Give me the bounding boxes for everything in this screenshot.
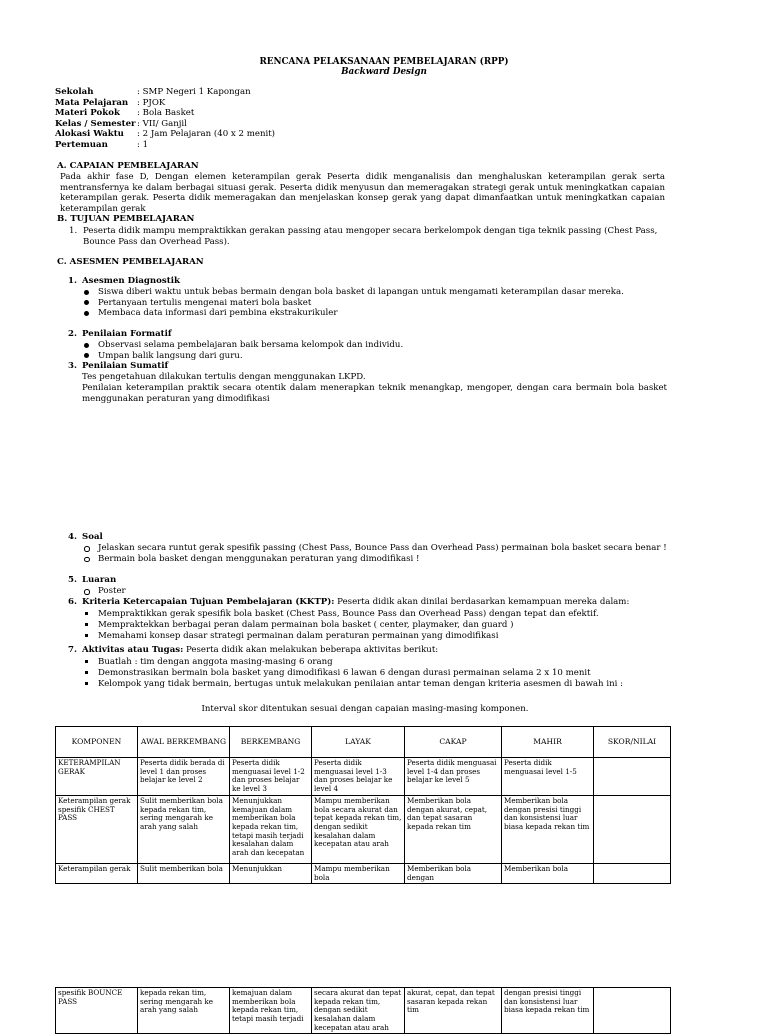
diagnostic-heading [68, 276, 180, 287]
table-cell: Sulit memberikan bola kepada rekan tim, sering mengarah ke arah yang salah [138, 796, 230, 864]
info-value: : Bola Basket [137, 108, 195, 119]
soal-heading [68, 532, 103, 543]
table-cell [594, 796, 671, 864]
header-cell: BERKEMBANG [230, 727, 312, 758]
diagnostic-title: Asesmen Diagnostik [82, 276, 180, 286]
rubric-table-continued [55, 987, 671, 1034]
formative-heading [68, 329, 172, 340]
table-cell: KETERAMPILAN GERAK [56, 758, 138, 796]
header-cell: LAYAK [312, 727, 405, 758]
diagnostic-number: 1. [68, 276, 77, 286]
list-item: Mempraktekkan berbagai peran dalam permainan bola basket ( center, playmaker, dan guard ) [82, 620, 672, 631]
info-label: Sekolah [55, 87, 94, 97]
table-cell: akurat, cepat, dan tepat sasaran kepada rekan tim [405, 988, 502, 1034]
info-row [55, 129, 455, 140]
table-cell: Peserta didik menguasai level 1-2 dan proses belajar ke level 3 [230, 758, 312, 796]
kktp-title: Kriteria Ketercapaian Tujuan Pembelajaran (KKTP): [82, 597, 335, 607]
table-cell: kepada rekan tim, sering mengarah ke arah yang salah [138, 988, 230, 1034]
header-cell: SKOR/NILAI [594, 727, 671, 758]
header-cell: KOMPONEN [56, 727, 138, 758]
table-cell: spesifik BOUNCE PASS [56, 988, 138, 1034]
info-row [55, 108, 455, 119]
rubric-table [55, 726, 671, 884]
table-cell: Menunjukkan kemajuan dalam memberikan bola kepada rekan tim, tetapi masih terjadi kesalahan dalam arah dan kecepatan [230, 796, 312, 864]
list-item: Membaca data informasi dari pembina ekstrakurikuler [82, 308, 672, 319]
interval-note: Interval skor ditentukan sesuai dengan capaian masing-masing komponen. [201, 704, 529, 714]
info-row [55, 87, 455, 98]
table-cell: dengan presisi tinggi dan konsistensi luar biasa kepada rekan tim [502, 988, 594, 1034]
table-cell: Sulit memberikan bola [138, 864, 230, 884]
aktivitas-number: 7. [68, 645, 77, 655]
table-cell: Peserta didik menguasai level 1-4 dan proses belajar ke level 5 [405, 758, 502, 796]
formative-number: 2. [68, 329, 77, 339]
table-cell: Peserta didik menguasai level 1-3 dan proses belajar ke level 4 [312, 758, 405, 796]
info-value: : VII/ Ganjil [137, 118, 187, 129]
list-item: Mempraktikkan gerak spesifik bola basket (Chest Pass, Bounce Pass dan Overhead Pass) dengan tepat dan efektif. [82, 609, 672, 620]
info-value: : PJOK [137, 97, 166, 108]
document-subtitle: Backward Design [341, 67, 427, 77]
diagnostic-list [82, 287, 672, 319]
section-a-text: Pada akhir fase D, Dengan elemen keterampilan gerak Peserta didik menganalisis dan menghaluskan keterampilan gerak serta mentransfernya ke dalam berbagai situasi gerak. Peserta didik menyusun dan memeragakan strategi gerak untuk meningkatkan capaian keterampilan gerak. Peserta didik memeragakan dan menjelaskan konsep gerak yang dapat dimanfaatkan untuk meningkatkan capaian keterampilan gerak [60, 172, 665, 215]
table-cell: Memberikan bola [502, 864, 594, 884]
luaran-list [82, 586, 672, 597]
table-cell: Peserta didik menguasai level 1-5 [502, 758, 594, 796]
list-item: Jelaskan secara runtut gerak spesifik passing (Chest Pass, Bounce Pass dan Overhead Pass) permainan bola basket secara benar ! [82, 543, 672, 554]
info-label: Materi Pokok [55, 108, 120, 119]
info-value: : 1 [137, 139, 149, 150]
table-cell: Mampu memberikan bola [312, 864, 405, 884]
table-cell: Menunjukkan [230, 864, 312, 884]
info-label: Alokasi Waktu [55, 129, 124, 140]
soal-number: 4. [68, 532, 77, 542]
table-row [56, 758, 671, 796]
aktivitas-title: Aktivitas atau Tugas: [82, 645, 184, 655]
list-item: Buatlah : tim dengan anggota masing-masing 6 orang [82, 657, 672, 668]
table-row [56, 796, 671, 864]
summative-line-2: Penilaian keterampilan praktik secara otentik dalam menerapkan teknik menangkap, mengoper, dengan cara bermain bola basket menggunakan peraturan yang dimodifikasi [82, 383, 667, 404]
table-cell: Keterampilan gerak [56, 864, 138, 884]
table-cell: Peserta didik berada di level 1 dan proses belajar ke level 2 [138, 758, 230, 796]
list-item: Demonstrasikan bermain bola basket yang dimodifikasi 6 lawan 6 dengan durasi permainan selama 2 x 10 menit [82, 668, 672, 679]
kktp-text: Peserta didik akan dinilai berdasarkan kemampuan mereka dalam: [334, 597, 630, 607]
header-cell: MAHIR [502, 727, 594, 758]
kktp-heading [68, 597, 672, 608]
list-item: Memahami konsep dasar strategi permainan dalam peraturan permainan yang dimodifikasi [82, 631, 672, 642]
kktp-number: 6. [68, 597, 77, 607]
table-cell: Memberikan bola dengan presisi tinggi dan konsistensi luar biasa kepada rekan tim [502, 796, 594, 864]
table-row [56, 864, 671, 884]
tujuan-item [69, 226, 666, 247]
summative-heading [68, 361, 169, 372]
section-a-title: A. CAPAIAN PEMBELAJARAN [57, 161, 199, 171]
soal-list [82, 543, 672, 564]
info-label: Kelas / Semester [55, 118, 136, 129]
section-b-title: B. TUJUAN PEMBELAJARAN [57, 214, 195, 224]
summative-line-1: Tes pengetahuan dilakukan tertulis dengan menggunakan LKPD. [82, 372, 366, 382]
table-cell [594, 988, 671, 1034]
list-item: Bermain bola basket dengan menggunakan peraturan yang dimodifikasi ! [82, 554, 672, 565]
table-row [56, 988, 671, 1034]
aktivitas-text: Peserta didik akan melakukan beberapa aktivitas berikut: [183, 645, 439, 655]
summative-title: Penilaian Sumatif [82, 361, 169, 371]
table-cell: Keterampilan gerak spesifik CHEST PASS [56, 796, 138, 864]
formative-title: Penilaian Formatif [82, 329, 172, 339]
info-row [55, 140, 455, 151]
list-item: Poster [82, 586, 672, 597]
table-cell [594, 864, 671, 884]
section-c-title: C. ASESMEN PEMBELAJARAN [57, 257, 204, 267]
list-item: Siswa diberi waktu untuk bebas bermain dengan bola basket di lapangan untuk mengamati keterampilan dasar mereka. [82, 287, 672, 298]
tujuan-text: Peserta didik mampu mempraktikkan gerakan passing atau mengoper secara berkelompok dengan tiga teknik passing (Chest Pass, Bounce Pass dan Overhead Pass). [83, 226, 658, 247]
luaran-heading [68, 575, 117, 586]
table-cell: kemajuan dalam memberikan bola kepada rekan tim, tetapi masih terjadi [230, 988, 312, 1034]
identity-block [55, 87, 455, 151]
list-item: Observasi selama pembelajaran baik bersama kelompok dan individu. [82, 340, 672, 351]
luaran-title: Luaran [82, 575, 117, 585]
luaran-number: 5. [68, 575, 77, 585]
info-value: : 2 Jam Pelajaran (40 x 2 menit) [137, 129, 276, 140]
table-cell: Mampu memberikan bola secara akurat dan tepat kepada rekan tim, dengan sedikit kesalahan dalam kecepatan atau arah [312, 796, 405, 864]
info-label: Mata Pelajaran [55, 97, 129, 108]
table-cell [594, 758, 671, 796]
aktivitas-heading [68, 645, 672, 656]
info-label: Pertemuan [55, 139, 108, 150]
info-row [55, 98, 455, 109]
kktp-list [82, 609, 672, 642]
table-cell: Memberikan bola dengan [405, 864, 502, 884]
list-item: Kelompok yang tidak bermain, bertugas untuk melakukan penilaian antar teman dengan kriteria asesmen di bawah ini : [82, 679, 672, 690]
formative-list [82, 340, 672, 361]
info-value: : SMP Negeri 1 Kapongan [137, 87, 251, 97]
list-item: Umpan balik langsung dari guru. [82, 351, 672, 362]
table-cell: secara akurat dan tepat kepada rekan tim, dengan sedikit kesalahan dalam kecepatan atau arah [312, 988, 405, 1034]
document-title: RENCANA PELAKSANAAN PEMBELAJARAN (RPP) [259, 57, 509, 67]
info-row [55, 119, 455, 130]
header-cell: AWAL BERKEMBANG [138, 727, 230, 758]
list-item: Pertanyaan tertulis mengenai materi bola basket [82, 298, 672, 309]
tujuan-number: 1. [69, 226, 78, 236]
header-cell: CAKAP [405, 727, 502, 758]
soal-title: Soal [82, 532, 103, 542]
aktivitas-list [82, 657, 672, 690]
summative-number: 3. [68, 361, 77, 371]
table-cell: Memberikan bola dengan akurat, cepat, dan tepat sasaran kepada rekan tim [405, 796, 502, 864]
table-header-row [56, 727, 671, 758]
